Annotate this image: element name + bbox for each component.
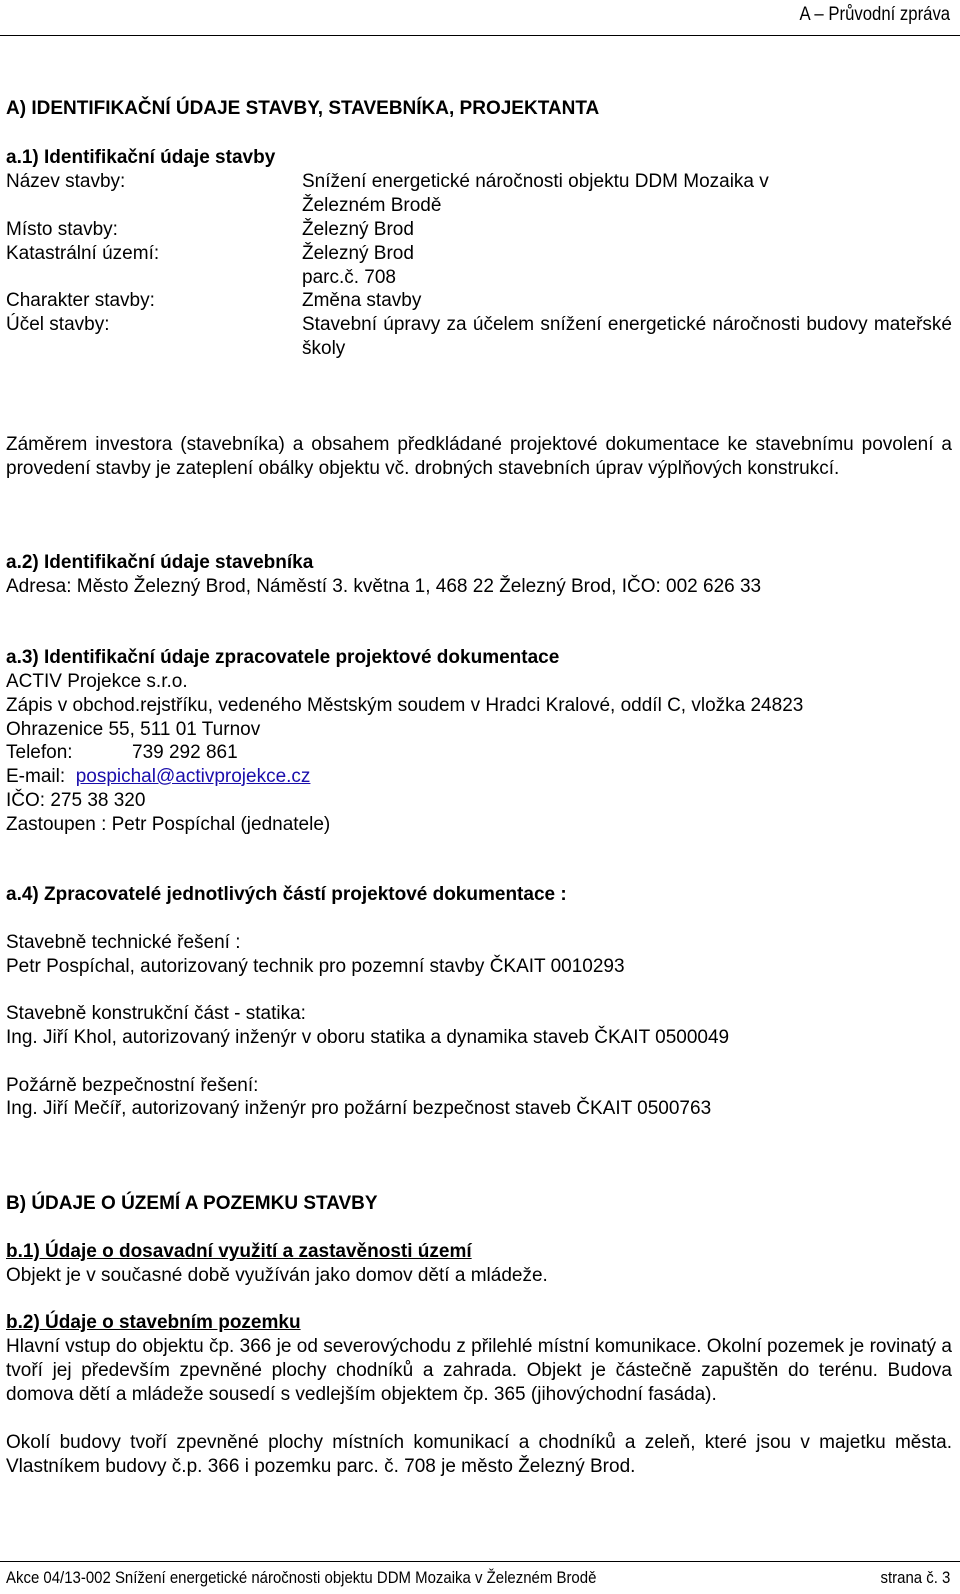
cadastre-value: Železný Brod [302,243,414,264]
page-header [0,0,960,36]
email-row [6,766,310,788]
part3-label: Požárně bezpečnostní řešení: [6,1075,259,1096]
intent-paragraph: Záměrem investora (stavebníka) a obsahem předkládané projektové dokumentace ke stavebnímu povolení a provedení stavby je zateplení obálky objektu vč. drobných stavebních úprav výplňových konstrukcí. [6,434,952,479]
a3-title: a.3) Identifikační údaje zpracovatele projektové dokumentace [6,647,560,668]
b2-title: b.2) Údaje o stavebním pozemku [6,1312,301,1333]
name-value-line1: Snížení energetické náročnosti objektu DDM Mozaika v [302,171,769,192]
company-represented: Zastoupen : Petr Pospíchal (jednatele) [6,814,331,835]
character-label: Charakter stavby: [6,290,155,311]
part3-value: Ing. Jiří Mečíř, autorizovaný inženýr pro požární bezpečnost staveb ČKAIT 0500763 [6,1098,712,1119]
parcel-value: parc.č. 708 [302,267,396,288]
b2-paragraph-2: Okolí budovy tvoří zpevněné plochy místních komunikací a chodníků a zeleň, které jsou v majetku města. Vlastníkem budovy č.p. 366 i pozemku parc. č. 708 je město Železný Brod. [6,1432,952,1477]
place-label: Místo stavby: [6,219,118,240]
part1-value: Petr Pospíchal, autorizovaný technik pro pozemní stavby ČKAIT 0010293 [6,956,625,977]
footer-page-number: strana č. 3 [880,1568,950,1587]
company-registry: Zápis v obchod.rejstříku, vedeného Městským soudem v Hradci Kralové, oddíl C, vložka 24823 [6,695,804,716]
part1-label: Stavebně technické řešení : [6,932,241,953]
section-b-title: B) ÚDAJE O ÚZEMÍ A POZEMKU STAVBY [6,1193,378,1214]
a2-title: a.2) Identifikační údaje stavebníka [6,552,314,573]
email-link[interactable]: pospichal@activprojekce.cz [75,766,311,787]
footer-project: Akce 04/13-002 Snížení energetické náročnosti objektu DDM Mozaika v Železném Brodě [6,1568,597,1587]
company-name: ACTIV Projekce s.r.o. [6,671,188,692]
investor-address: Adresa: Město Železný Brod, Náměstí 3. května 1, 468 22 Železný Brod, IČO: 002 626 33 [6,576,762,597]
phone-label: Telefon: [6,742,73,763]
section-a-title: A) IDENTIFIKAČNÍ ÚDAJE STAVBY, STAVEBNÍKA, PROJEKTANTA [6,98,600,119]
header-text: A – Průvodní zpráva [799,4,950,25]
part2-value: Ing. Jiří Khol, autorizovaný inženýr v oboru statika a dynamika staveb ČKAIT 0500049 [6,1027,730,1048]
phone-value: 739 292 861 [132,742,238,763]
character-value: Změna stavby [302,290,422,311]
cadastre-label: Katastrální území: [6,243,160,264]
company-ico: IČO: 275 38 320 [6,790,146,811]
purpose-value: Stavební úpravy za účelem snížení energetické náročnosti budovy mateřské školy [302,314,952,359]
a1-title: a.1) Identifikační údaje stavby [6,147,276,168]
page-footer [0,1561,960,1594]
phone-row [6,742,238,764]
b2-paragraph-1: Hlavní vstup do objektu čp. 366 je od severovýchodu z přilehlé místní komunikace. Okolní pozemek je rovinatý a tvoří jej především zpevněné plochy chodníků a zahrada. Objekt je částečně zapuštěn do terénu. Budova domova dětí a mládeže sousedí s vedlejším objektem čp. 365 (jihovýchodní fasáda). [6,1336,952,1405]
part2-label: Stavebně konstrukční část - statika: [6,1003,306,1024]
company-address: Ohrazenice 55, 511 01 Turnov [6,719,261,740]
name-label: Název stavby: [6,171,126,192]
name-value-line2: Železném Brodě [302,195,442,216]
b1-title: b.1) Údaje o dosavadní využití a zastavěnosti území [6,1241,472,1262]
purpose-label: Účel stavby: [6,314,110,335]
place-value: Železný Brod [302,219,414,240]
a4-title: a.4) Zpracovatelé jednotlivých částí projektové dokumentace : [6,884,567,905]
b1-text: Objekt je v současné době využíván jako domov dětí a mládeže. [6,1265,548,1286]
email-label: E-mail: [6,766,66,787]
